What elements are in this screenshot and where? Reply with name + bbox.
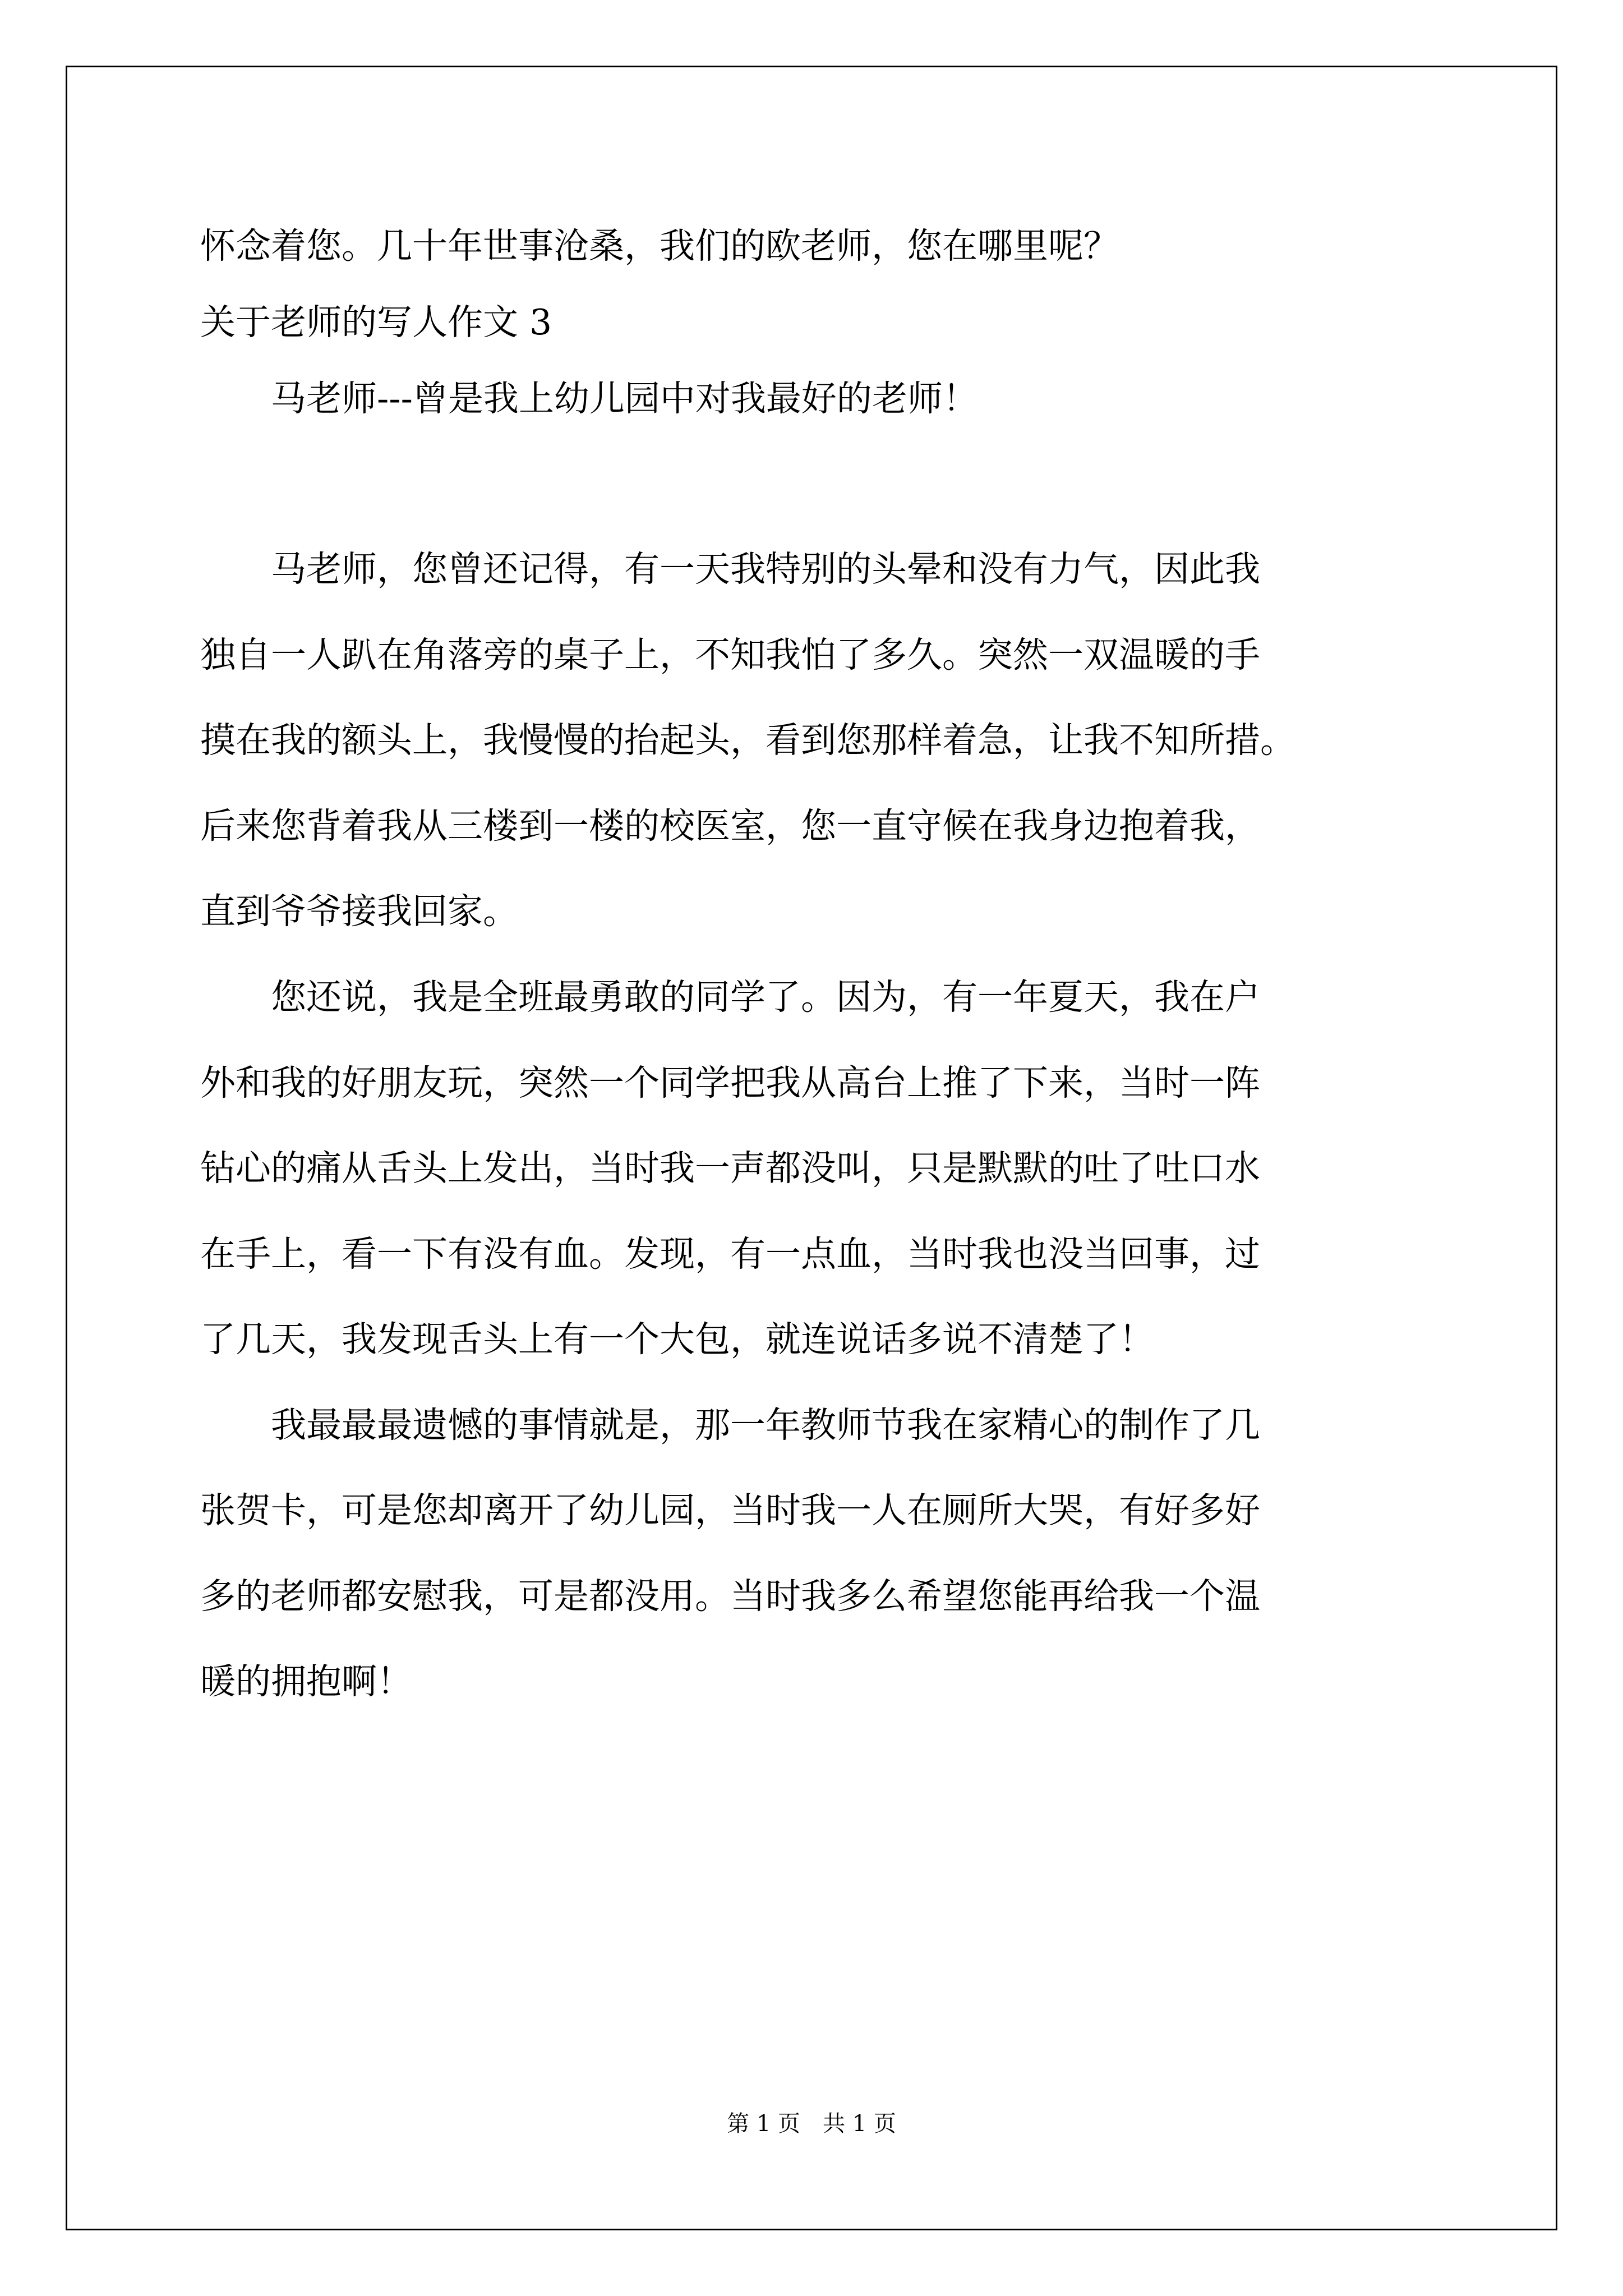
paragraph-3-line-4: 在手上，看一下有没有血。发现，有一点血，当时我也没当回事，过 — [200, 1234, 1260, 1274]
paragraph-2-line-5: 直到爷爷接我回家。 — [200, 891, 518, 932]
paragraph-2-line-3: 摸在我的额头上，我慢慢的抬起头，看到您那样着急，让我不知所措。 — [200, 720, 1295, 761]
paragraph-3-line-1: 您还说，我是全班最勇敢的同学了。因为，有一年夏天，我在户 — [200, 977, 1260, 1018]
paragraph-3-line-5: 了几天，我发现舌头上有一个大包，就连说话多说不清楚了！ — [200, 1319, 1154, 1360]
paragraph-2-line-1: 马老师，您曾还记得，有一天我特别的头晕和没有力气，因此我 — [200, 549, 1260, 590]
line-1: 怀念着您。几十年世事沧桑，我们的欧老师，您在哪里呢？ — [200, 226, 1119, 266]
paragraph-1-line-1: 马老师---曾是我上幼儿园中对我最好的老师！ — [200, 378, 978, 419]
paragraph-4-line-4: 暖的拥抱啊！ — [200, 1661, 412, 1702]
paragraph-3-line-3: 钻心的痛从舌头上发出，当时我一声都没叫，只是默默的吐了吐口水 — [200, 1148, 1260, 1189]
paragraph-4-line-3: 多的老师都安慰我，可是都没用。当时我多么希望您能再给我一个温 — [200, 1576, 1260, 1617]
paragraph-4-line-1: 我最最最遗憾的事情就是，那一年教师节我在家精心的制作了几 — [200, 1405, 1260, 1446]
paragraph-4-line-2: 张贺卡，可是您却离开了幼儿园，当时我一人在厕所大哭，有好多好 — [200, 1490, 1260, 1531]
paragraph-2-line-4: 后来您背着我从三楼到一楼的校医室，您一直守候在我身边抱着我， — [200, 806, 1260, 846]
section-heading: 关于老师的写人作文 3 — [200, 302, 552, 343]
paragraph-2-line-2: 独自一人趴在角落旁的桌子上，不知我怕了多久。突然一双温暖的手 — [200, 634, 1260, 675]
page-number-footer: 第 1 页 共 1 页 — [727, 2111, 896, 2137]
paragraph-3-line-2: 外和我的好朋友玩，突然一个同学把我从高台上推了下来，当时一阵 — [200, 1062, 1260, 1103]
